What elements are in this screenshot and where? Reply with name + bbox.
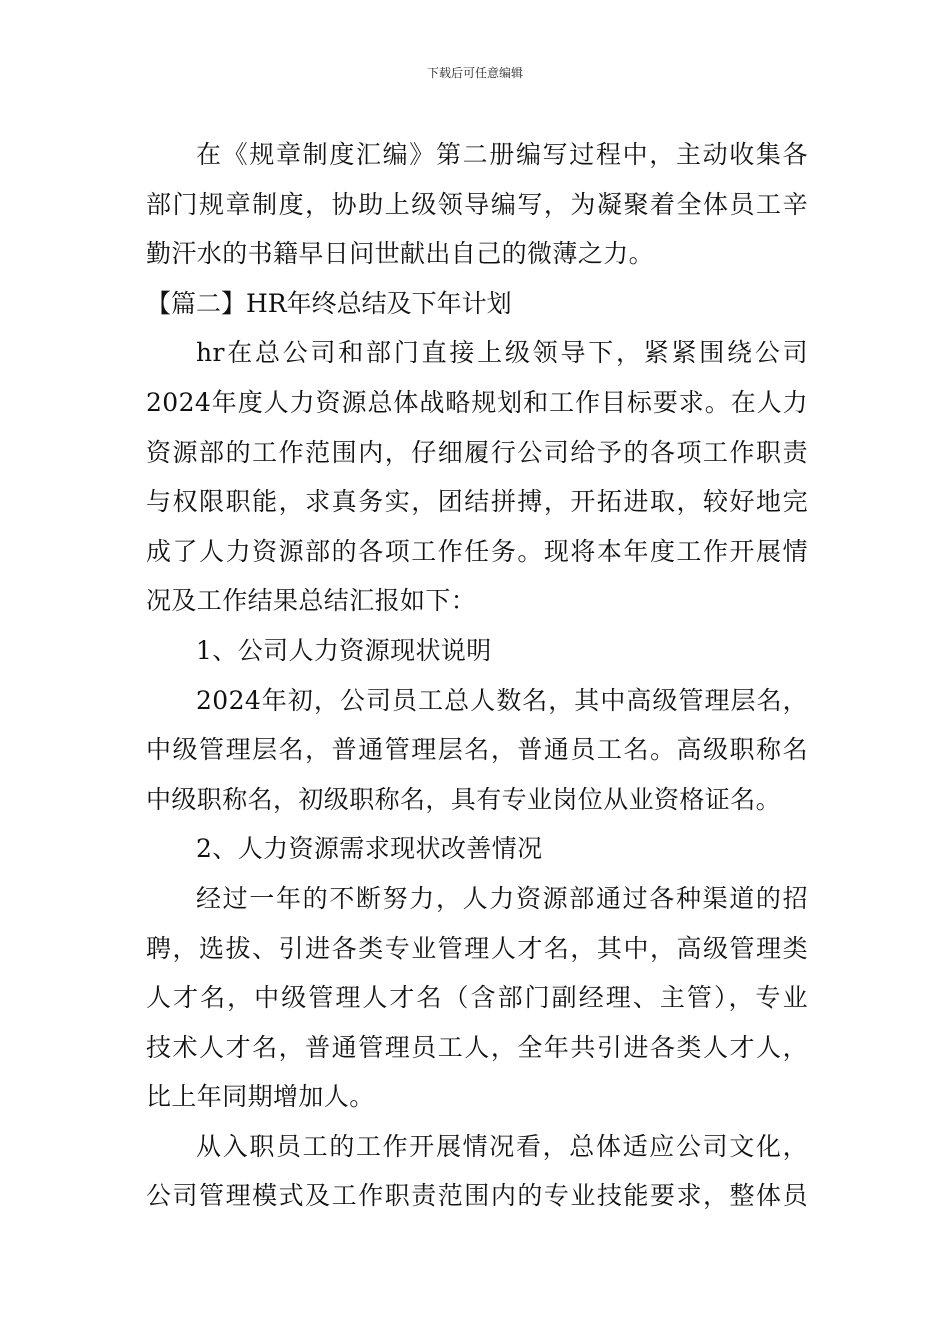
section-heading: 【篇二】HR年终总结及下年计划 xyxy=(146,288,512,318)
paragraph-line: 2024年初，公司员工总人数名，其中高级管理层名， xyxy=(196,685,808,715)
paragraph-line: 经过一年的不断努力，人力资源部通过各种渠道的招 xyxy=(196,883,808,913)
subsection-heading: 1、公司人力资源现状说明 xyxy=(196,635,492,665)
paragraph-line: 技术人才名，普通管理员工人，全年共引进各类人才人， xyxy=(146,1032,808,1062)
paragraph-line: 聘，选拔、引进各类专业管理人才名，其中，高级管理类 xyxy=(146,933,808,963)
document-body xyxy=(146,130,808,1221)
paragraph-line: 况及工作结果总结汇报如下： xyxy=(146,586,477,616)
paragraph-line: 从入职员工的工作开展情况看，总体适应公司文化， xyxy=(196,1131,808,1161)
paragraph-line: 2024年度人力资源总体战略规划和工作目标要求。在人力 xyxy=(146,387,808,417)
paragraph-line: 与权限职能，求真务实，团结拼搏，开拓进取，较好地完 xyxy=(146,487,808,517)
paragraph-line: 在《规章制度汇编》第二册编写过程中，主动收集各 xyxy=(196,140,808,169)
paragraph-line: 公司管理模式及工作职责范围内的专业技能要求，整体员 xyxy=(146,1181,808,1211)
paragraph-line: 资源部的工作范围内，仔细履行公司给予的各项工作职责 xyxy=(146,437,808,467)
paragraph-line: 部门规章制度，协助上级领导编写，为凝聚着全体员工辛 xyxy=(146,189,808,219)
paragraph-line: 中级职称名，初级职称名，具有专业岗位从业资格证名。 xyxy=(146,784,782,814)
page-header: 下载后可任意编辑 xyxy=(426,66,523,80)
paragraph-line: 中级管理层名，普通管理层名，普通员工名。高级职称名 xyxy=(146,735,808,765)
paragraph-line: 勤汗水的书籍早日问世献出自己的微薄之力。 xyxy=(146,239,655,269)
paragraph-line: hr在总公司和部门直接上级领导下，紧紧围绕公司 xyxy=(196,338,808,368)
paragraph-line: 成了人力资源部的各项工作任务。现将本年度工作开展情 xyxy=(146,536,808,566)
paragraph-line: 比上年同期增加人。 xyxy=(146,1082,375,1112)
paragraph-line: 人才名，中级管理人才名（含部门副经理、主管），专业 xyxy=(146,983,808,1013)
subsection-heading: 2、人力资源需求现状改善情况 xyxy=(196,834,543,864)
